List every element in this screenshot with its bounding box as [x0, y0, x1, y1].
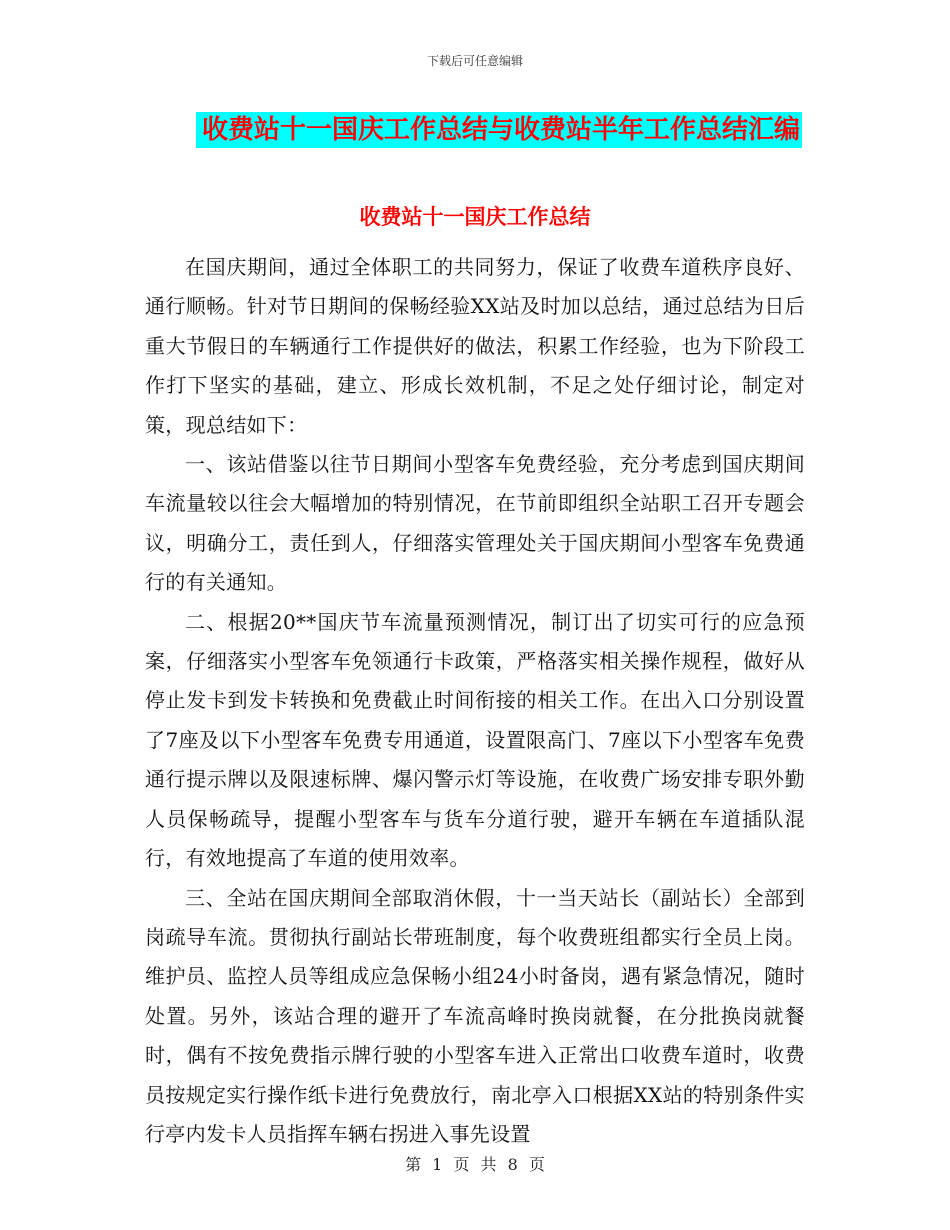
- paragraph: 一、该站借鉴以往节日期间小型客车免费经验，充分考虑到国庆期间车流量较以往会大幅增加的特别情况，在节前即组织全站职工召开专题会议，明确分工，责任到人，仔细落实管理处关于国庆期间小型客车免费通行的有关通知。: [145, 452, 805, 595]
- header-note: 下载后可任意编辑: [426, 54, 523, 68]
- document-title: 收费站十一国庆工作总结与收费站半年工作总结汇编: [196, 112, 802, 148]
- paragraph: 在国庆期间，通过全体职工的共同努力，保证了收费车道秩序良好、通行顺畅。针对节日期间的保畅经验XX站及时加以总结，通过总结为日后重大节假日的车辆通行工作提供好的做法，积累工作经验，也为下阶段工作打下坚实的基础，建立、形成长效机制，不足之处仔细讨论，制定对策，现总结如下：: [145, 255, 805, 437]
- section-title: 收费站十一国庆工作总结: [359, 204, 591, 229]
- document-title-container: [0, 112, 950, 148]
- page-footer: 第 1 页 共 8 页: [405, 1155, 545, 1174]
- paragraph: 二、根据20**国庆节车流量预测情况，制订出了切实可行的应急预案，仔细落实小型客车免领通行卡政策，严格落实相关操作规程，做好从停止发卡到发卡转换和免费截止时间衔接的相关工作。在出入口分别设置了7座及以下小型客车免费专用通道，设置限高门、7座以下小型客车免费通行提示牌以及限速标牌、爆闪警示灯等设施，在收费广场安排专职外勤人员保畅疏导，提醒小型客车与货车分道行驶，避开车辆在车道插队混行，有效地提高了车道的使用效率。: [145, 609, 805, 871]
- document-body: [145, 248, 805, 1154]
- paragraph: 三、全站在国庆期间全部取消休假，十一当天站长（副站长）全部到岗疏导车流。贯彻执行副站长带班制度，每个收费班组都实行全员上岗。维护员、监控人员等组成应急保畅小组24小时备岗，遇有紧急情况，随时处置。另外，该站合理的避开了车流高峰时换岗就餐，在分批换岗就餐时，偶有不按免费指示牌行驶的小型客车进入正常出口收费车道时，收费员按规定实行操作纸卡进行免费放行，南北亭入口根据XX站的特别条件实行亭内发卡人员指挥车辆右拐进入事先设置: [145, 885, 805, 1146]
